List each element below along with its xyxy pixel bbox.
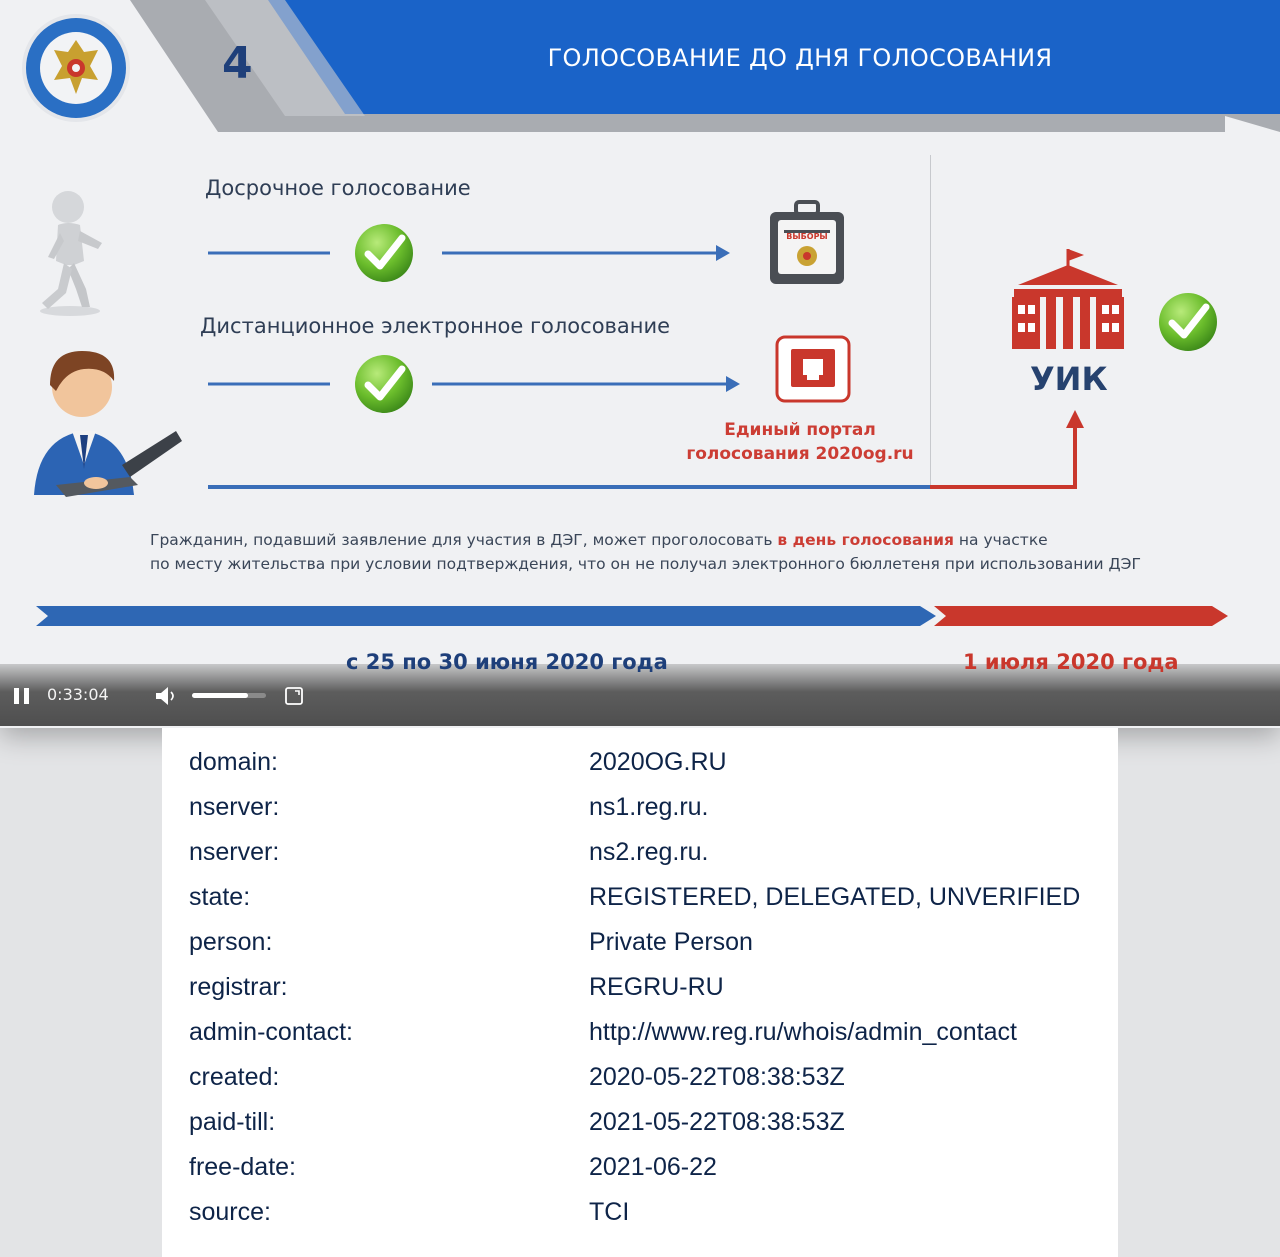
volume-level [192, 693, 248, 698]
fullscreen-icon [284, 686, 304, 706]
whois-value: 2021-06-22 [589, 1153, 717, 1181]
whois-value: TCI [589, 1198, 630, 1226]
whois-key: admin-contact: [189, 1018, 353, 1046]
check-icon [355, 355, 413, 413]
pause-icon [12, 686, 32, 706]
whois-value: 2020-05-22T08:38:53Z [589, 1063, 845, 1091]
whois-record [162, 728, 1118, 1257]
early-voting-label: Досрочное голосование [205, 176, 471, 200]
slide-number: 4 [222, 38, 253, 89]
whois-key: free-date: [189, 1153, 297, 1181]
whois-value: REGISTERED, DELEGATED, UNVERIFIED [589, 883, 1081, 911]
player-controls [0, 650, 1280, 726]
ballot-box-label: ВЫБОРЫ [786, 232, 828, 241]
playback-time: 0:33:04 [47, 685, 109, 704]
uik-label: УИК [1030, 360, 1108, 398]
ballot-box-icon [768, 200, 846, 288]
whois-value: 2020OG.RU [589, 748, 727, 776]
whois-key: domain: [189, 748, 278, 776]
speaker-icon [154, 686, 178, 706]
mute-button[interactable] [154, 686, 178, 706]
whois-key: created: [189, 1063, 280, 1091]
whois-value: ns1.reg.ru. [589, 793, 709, 821]
check-icon [1159, 293, 1217, 351]
whois-value: REGRU-RU [589, 973, 724, 1001]
date-range-label: с 25 по 30 июня 2020 года [346, 650, 668, 674]
whois-key: nserver: [189, 793, 280, 821]
voting-portal-caption: Единый портал голосования 2020og.ru [686, 420, 914, 464]
voting-day-label: 1 июля 2020 года [963, 650, 1179, 674]
remote-evoting-label: Дистанционное электронное голосование [200, 314, 671, 338]
volume-slider[interactable] [192, 693, 266, 698]
pause-button[interactable] [12, 686, 32, 706]
whois-key: state: [189, 883, 251, 911]
whois-value: http://www.reg.ru/whois/admin_contact [589, 1018, 1017, 1046]
whois-key: paid-till: [189, 1108, 276, 1136]
check-icon [355, 224, 413, 282]
whois-key: nserver: [189, 838, 280, 866]
polling-station-building-icon [1008, 245, 1128, 353]
slide-note: Гражданин, подавший заявление для участия в ДЭГ, может проголосовать в день голосования на участке по месту жительства при условии подтверждения, что он не получал электронного бюллетеня при использовании ДЭГ [150, 531, 1141, 573]
voting-portal-icon [775, 335, 851, 403]
whois-key: registrar: [189, 973, 288, 1001]
whois-value: 2021-05-22T08:38:53Z [589, 1108, 845, 1136]
slide-title: ГОЛОСОВАНИЕ ДО ДНЯ ГОЛОСОВАНИЯ [547, 44, 1053, 72]
whois-value: Private Person [589, 928, 753, 956]
whois-key: source: [189, 1198, 271, 1226]
fullscreen-button[interactable] [284, 686, 304, 706]
whois-key: person: [189, 928, 273, 956]
whois-value: ns2.reg.ru. [589, 838, 709, 866]
